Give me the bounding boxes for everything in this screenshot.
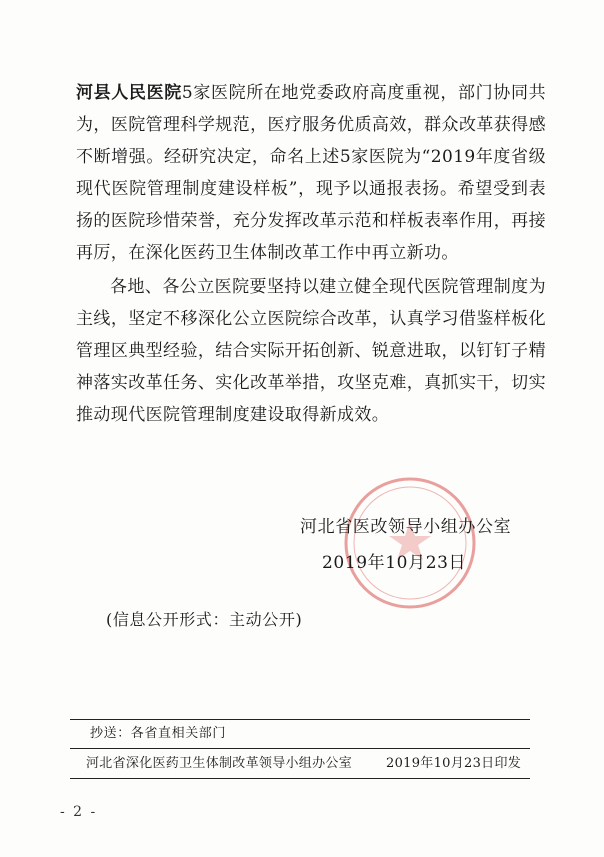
hospital-name-highlight: 河县人民医院 — [76, 83, 182, 103]
body-paragraph-2: 各地、各公立医院要坚持以建立健全现代医院管理制度为主线，坚定不移深化公立医院综合改革，认真学习借鉴样板化管理区典型经验，结合实际开拓创新、锐意进取，以钉钉子精神落实改革任务、实化改革举措，攻坚克难，真抓实干，切实推动现代医院管理制度建设取得新成效。 — [76, 277, 546, 425]
footer-rule-middle — [70, 748, 530, 749]
disclosure-note: (信息公开形式：主动公开) — [106, 610, 303, 629]
footer-rule-bottom — [70, 778, 530, 779]
body-paragraph-1 — [76, 77, 546, 269]
cc-line: 抄送：各省直相关部门 — [90, 726, 227, 741]
issue-date: 2019年10月23日印发 — [386, 756, 522, 771]
footer-rule-top — [70, 719, 530, 720]
signature-date: 2019年10月23日 — [322, 553, 467, 573]
body-paragraph-1-text: 5家医院所在地党委政府高度重视，部门协同共为，医院管理科学规范，医疗服务优质高效，群众改革获得感不断增强。经研究决定，命名上述5家医院为“2019年度省级现代医院管理制度建设样板”，现予以通报表扬。希望受到表扬的医院珍惜荣誉，充分发挥改革示范和样板表率作用，再接再厉，在深化医药卫生体制改革工作中再立新功。 — [76, 83, 546, 263]
issuer-name: 河北省深化医药卫生体制改革领导小组办公室 — [86, 756, 353, 771]
signature-org: 河北省医改领导小组办公室 — [300, 517, 512, 537]
page-number: - 2 - — [60, 804, 98, 820]
